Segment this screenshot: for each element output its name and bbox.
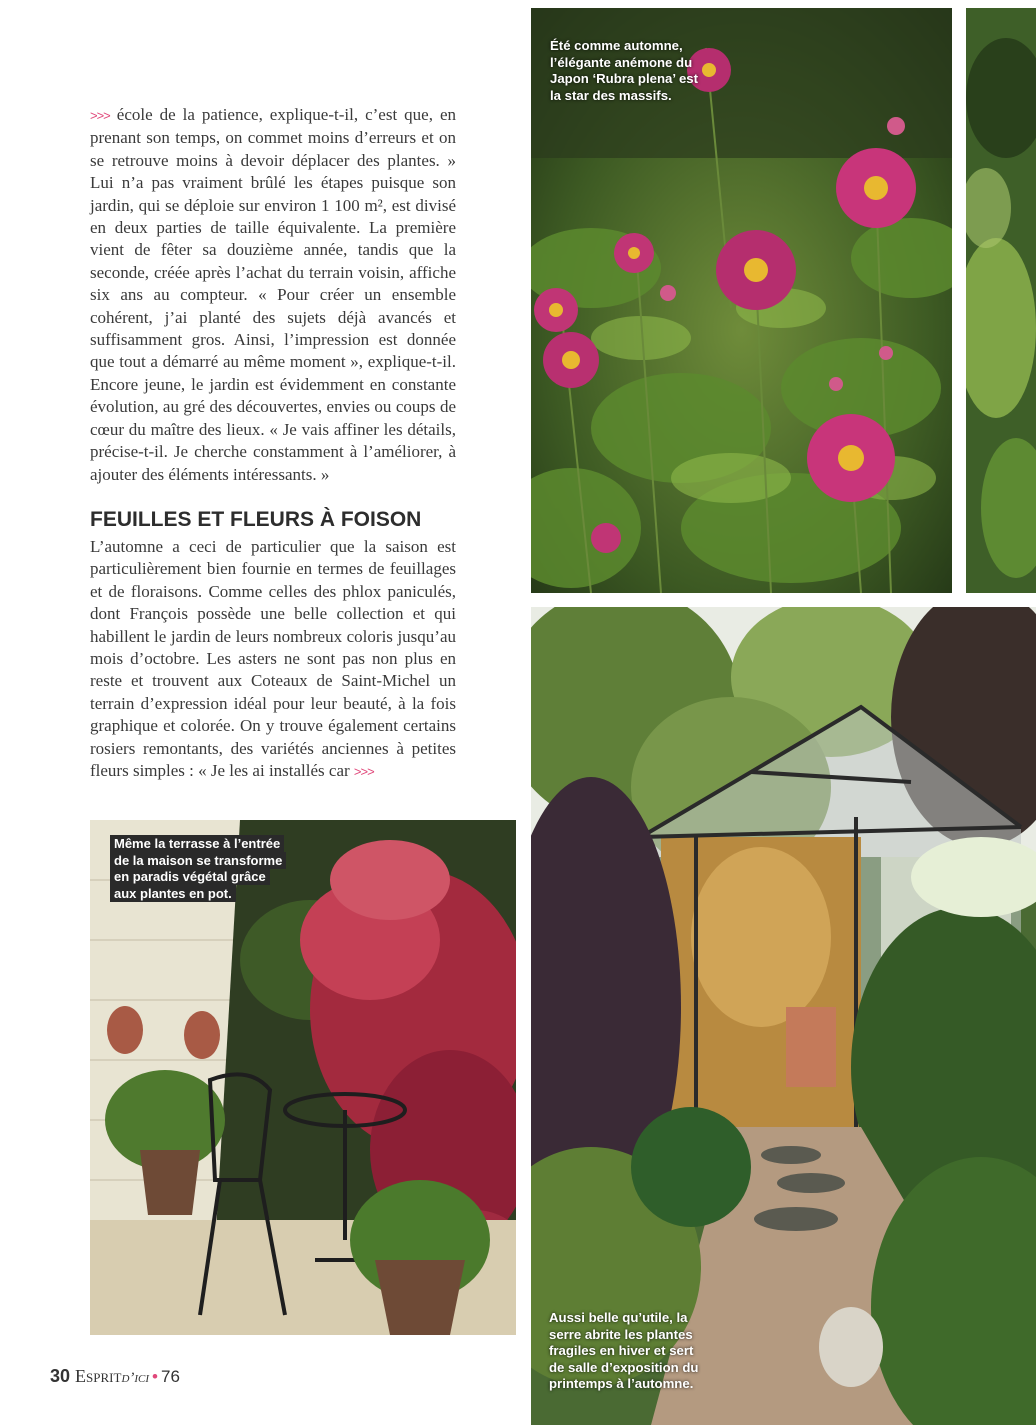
article-paragraph-1 [90,104,456,486]
paragraph-1-text: école de la patience, explique-t-il, c’est que, en prenant son temps, on commet moins d’erreurs et on se retrouve moins à devoir déplacer des plantes. » Lui n’a pas vraiment brûlé les étapes puisque son jardin, qui se déploie sur environ 1 100 m², est divisé en deux parties de taille équivalente. La première vient de fêter sa douzième année, tandis que la seconde, créée après l’achat du terrain voisin, affiche six ans au compteur. « Pour créer un ensemble cohérent, j’ai planté des sujets déjà avancés et suffisamment gros. Ainsi, l’impression est donnée que tout a démarré au même moment », explique-t-il. Encore jeune, le jardin est évidemment en constante évolution, au gré des découvertes, envies ou coups de cœur du maître des lieux. « Je vais affiner les détails, précise-t-il. Je cherche constamment à l’améliorer, à ajouter des éléments intéressants. » [90,105,457,484]
paragraph-2-text: L’automne a ceci de particulier que la saison est particulièrement bien fournie en termes de feuillages et de floraisons. Comme celles des phlox paniculés, dont François possède une belle collection et qui habillent le jardin de leurs nombreux coloris jusqu’au mois d’octobre. Les asters ne sont pas non plus en reste et trouvent aux Coteaux de Saint-Michel un terrain d’expression idéal pour leur beauté, à la fois graphique et colorée. On y trouve également certains rosiers remontants, des variétés anciennes à petites fleurs simples : « Je les ai installés car [90,536,456,780]
stone-ornament [819,1307,883,1387]
terrace-caption-text: Même la terrasse à l’entrée de la maison se transforme en paradis végétal grâce aux plantes en pot. [110,835,286,902]
anemone-caption: Été comme automne, l’élégante anémone du Japon ‘Rubra plena’ est la star des massifs. [550,38,699,103]
adjacent-page-photo [966,8,1036,593]
continue-arrows-icon: >>> [90,108,110,123]
article-text-column [90,104,456,783]
terrace-caption [110,836,290,902]
greenhouse-photo [531,607,1036,1425]
anemone-flower [807,414,895,502]
anemone-flower [614,233,654,273]
adjacent-foliage-illustration [966,8,1036,593]
article-paragraph-2 [90,536,456,783]
issue-number: 76 [161,1367,180,1386]
anemone-flower [534,288,578,332]
anemone-flower [836,148,916,228]
page-number: 30 [50,1366,71,1386]
magazine-name-suffix: d’ici [121,1370,150,1386]
anemone-flower [543,332,599,388]
greenhouse-caption: Aussi belle qu’utile, la serre abrite les plantes fragiles en hiver et sert de salle d’exposition du printemps à l’automne. [549,1310,699,1391]
greenhouse-illustration [531,607,1036,1425]
section-heading: FEUILLES ET FLEURS À FOISON [90,507,422,531]
magazine-name-text: Esprit [75,1366,122,1386]
continue-arrows-icon: >>> [353,763,374,779]
anemone-flower [716,230,796,310]
page-footer [50,1366,180,1387]
magazine-name [75,1366,149,1386]
anemone-flower [591,523,621,553]
separator-dot-icon: • [152,1367,158,1386]
